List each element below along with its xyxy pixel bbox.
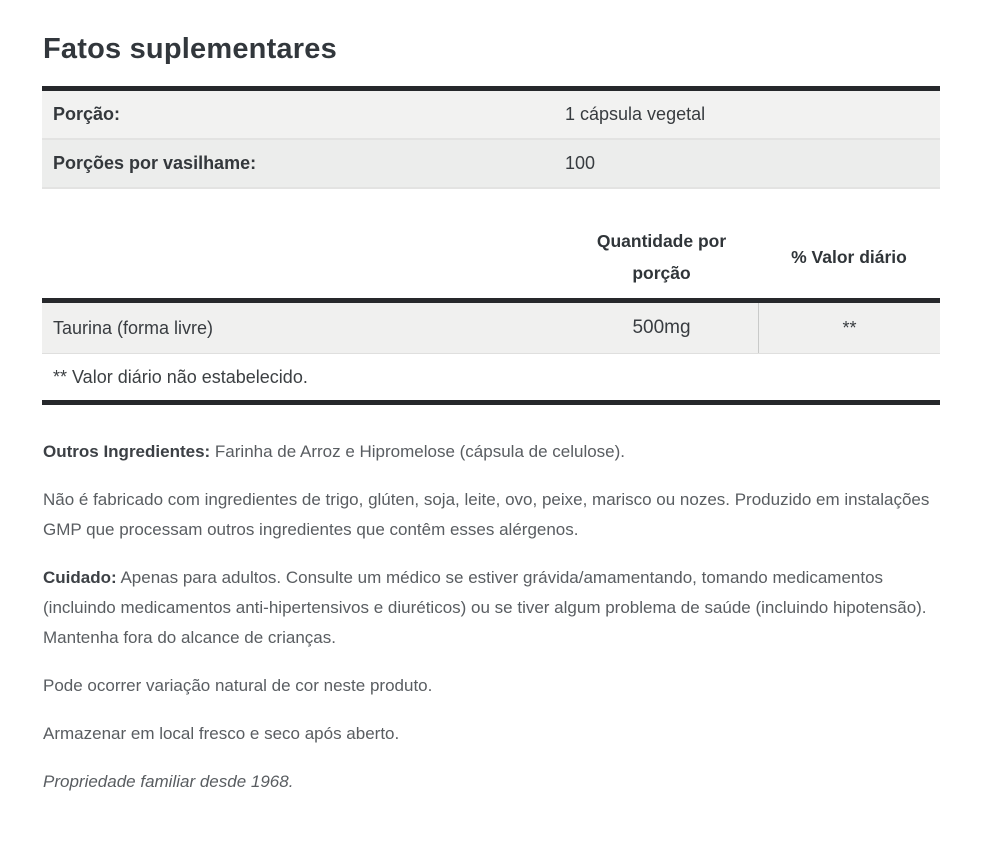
daily-value-footnote: ** Valor diário não estabelecido. [42,354,940,405]
serving-size-value: 1 cápsula vegetal [565,104,706,124]
table-row [42,140,940,189]
family-owned-note: Propriedade familiar desde 1968. [43,772,294,791]
ingredient-amount: 500mg [632,317,691,338]
other-ingredients-label: Outros Ingredientes: [43,442,211,461]
ingredient-daily-value: ** [758,303,940,353]
storage-note: Armazenar em local fresco e seco após aberto. [43,724,400,743]
ingredient-name: Taurina (forma livre) [53,317,214,338]
other-ingredients-paragraph [43,437,940,467]
servings-per-container-value: 100 [565,153,596,173]
servings-per-container-label: Porções por vasilhame: [53,153,257,173]
other-ingredients-text: Farinha de Arroz e Hipromelose (cápsula de celulose). [214,442,626,461]
allergen-paragraph: Não é fabricado com ingredientes de trigo, glúten, soja, leite, ovo, peixe, marisco ou nozes. Produzido em instalações GMP que processam outros ingredientes que contêm esses alérgenos. [43,490,930,539]
serving-info-table [42,86,940,189]
facts-header-row [42,225,940,298]
description-section [42,437,940,797]
table-row [42,91,940,140]
page-title: Fatos suplementares [43,33,337,65]
table-row [42,303,940,354]
daily-value-header: % Valor diário [791,247,907,267]
amount-per-serving-header: Quantidade por porção [596,231,727,283]
serving-size-label: Porção: [53,104,121,124]
facts-table [42,298,940,405]
caution-paragraph [43,563,940,653]
caution-text: Apenas para adultos. Consulte um médico se estiver grávida/amamentando, tomando medicamentos (incluindo medicamentos anti-hipertensivos e diuréticos) ou se tiver algum problema de saúde (incluindo hipotensão). Mantenha fora do alcance de crianças. [43,568,927,647]
caution-label: Cuidado: [43,568,117,587]
color-variation-note: Pode ocorrer variação natural de cor neste produto. [43,676,433,695]
